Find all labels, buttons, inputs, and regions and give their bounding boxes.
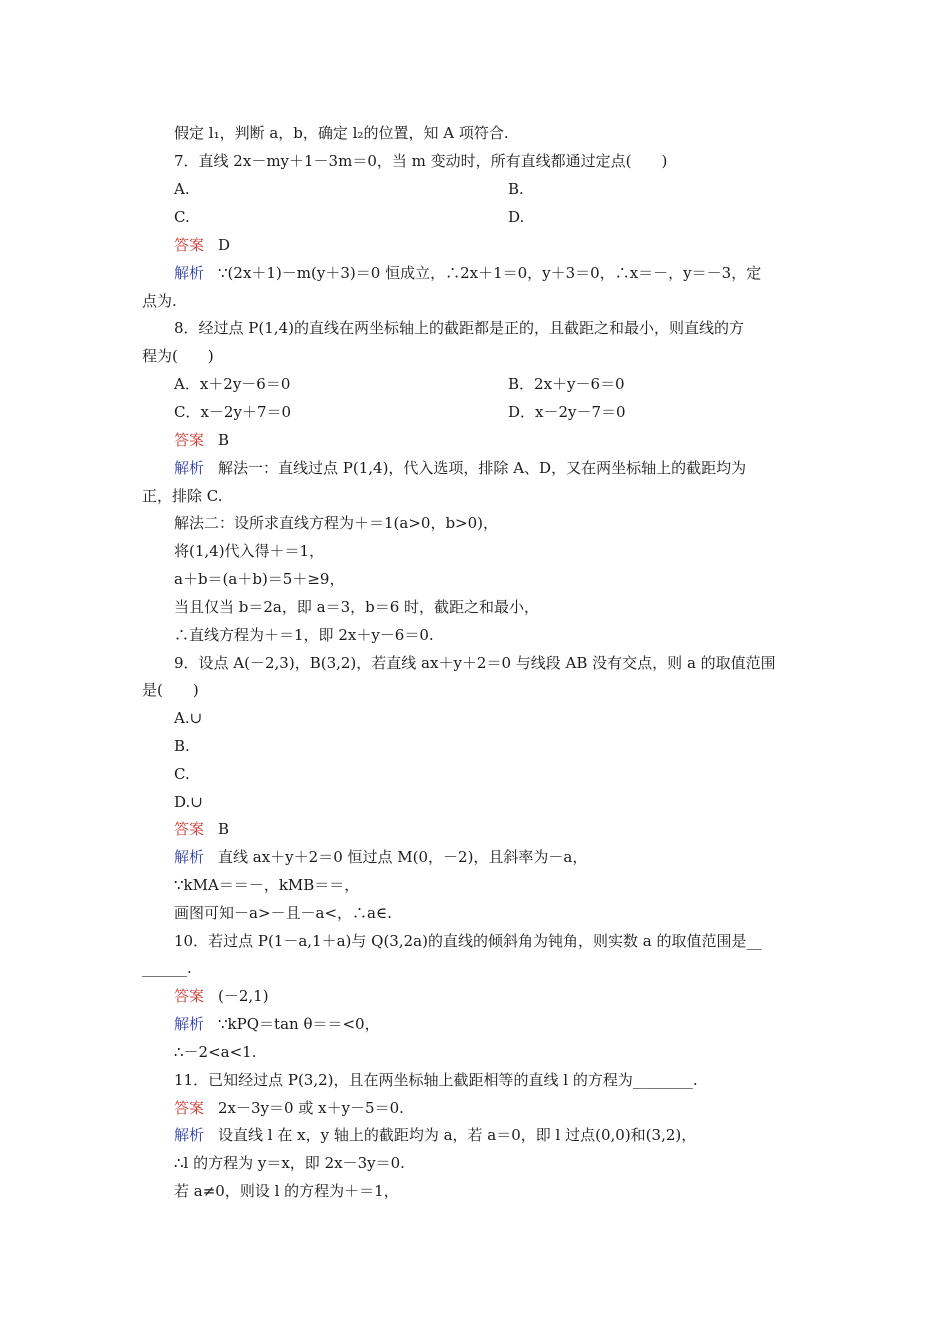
answer-line: 答案 (－2,1): [174, 987, 269, 1005]
option-b: B．2x＋y－6＝0: [508, 375, 625, 393]
question-10: 10．若过点 P(1－a,1＋a)与 Q(3,2a)的直线的倾斜角为钝角，则实数 a 的取值范围是__: [174, 932, 762, 950]
answer-line: 答案 B: [174, 431, 230, 449]
analysis-label: 解析: [174, 1126, 205, 1144]
text-line: ∴直线方程为＋＝1，即 2x＋y－6＝0.: [174, 626, 434, 644]
option-b: B.: [174, 737, 190, 755]
analysis-label: 解析: [174, 1015, 205, 1033]
analysis-line: 解析 ∵kPQ＝tan θ＝＝<0，: [174, 1015, 380, 1033]
analysis-line: 解析 ∵(2x＋1)－m(y＋3)＝0 恒成立，∴2x＋1＝0，y＋3＝0，∴x＝－，y＝－3，定: [174, 264, 762, 282]
text-line: ∵kMA＝＝－，kMB＝＝，: [174, 876, 360, 894]
question-11: 11．已知经过点 P(3,2)，且在两坐标轴上截距相等的直线 l 的方程为________.: [174, 1071, 698, 1089]
analysis-line: 解析 设直线 l 在 x，y 轴上的截距均为 a，若 a＝0，即 l 过点(0,0)和(3,2)，: [174, 1126, 697, 1144]
answer-label: 答案: [174, 987, 205, 1005]
question-7: 7．直线 2x－my＋1－3m＝0，当 m 变动时，所有直线都通过定点( ): [174, 152, 668, 170]
analysis-label: 解析: [174, 848, 205, 866]
answer-line: 答案 2x－3y＝0 或 x＋y－5＝0.: [174, 1099, 404, 1117]
question-9: 9．设点 A(－2,3)，B(3,2)，若直线 ax＋y＋2＝0 与线段 AB 没有交点，则 a 的取值范围: [174, 654, 776, 672]
analysis-label: 解析: [174, 459, 205, 477]
option-b: B.: [508, 180, 524, 198]
text-line: 画图可知－a>－且－a<，∴a∈.: [174, 904, 392, 922]
answer-label: 答案: [174, 431, 205, 449]
option-c: C．x－2y＋7＝0: [174, 403, 292, 421]
text-line: ∴l 的方程为 y＝x，即 2x－3y＝0.: [174, 1154, 405, 1172]
text-line: 若 a≠0，则设 l 的方程为＋＝1，: [174, 1182, 399, 1200]
text-line: a＋b＝(a＋b)＝5＋≥9，: [174, 570, 345, 588]
text-line: 当且仅当 b＝2a，即 a＝3，b＝6 时，截距之和最小，: [174, 598, 540, 616]
option-a: A.: [174, 180, 190, 198]
option-d: D.: [508, 208, 525, 226]
option-c: C.: [174, 765, 190, 783]
option-d: D．x－2y－7＝0: [508, 403, 626, 421]
answer-label: 答案: [174, 236, 205, 254]
answer-line: 答案 D: [174, 236, 231, 254]
text-line: 假定 l₁，判断 a，b，确定 l₂的位置，知 A 项符合.: [174, 124, 509, 142]
text-line: 点为.: [142, 292, 177, 310]
text-line: 是( ): [142, 681, 199, 699]
option-d: D.∪: [174, 793, 203, 811]
answer-label: 答案: [174, 820, 205, 838]
option-a: A．x＋2y－6＝0: [174, 375, 291, 393]
text-line: 将(1,4)代入得＋＝1，: [174, 542, 325, 560]
text-line: 正，排除 C.: [142, 487, 223, 505]
question-8: 8．经过点 P(1,4)的直线在两坐标轴上的截距都是正的，且截距之和最小，则直线的方: [174, 319, 744, 337]
blank-line: ______.: [142, 959, 192, 977]
option-c: C.: [174, 208, 190, 226]
analysis-line: 解析 解法一：直线过点 P(1,4)，代入选项，排除 A、D，又在两坐标轴上的截距均为: [174, 459, 747, 477]
answer-line: 答案 B: [174, 820, 230, 838]
answer-label: 答案: [174, 1099, 205, 1117]
option-a: A.∪: [174, 709, 203, 727]
analysis-label: 解析: [174, 264, 205, 282]
text-line: ∴－2<a<1.: [174, 1043, 257, 1061]
analysis-line: 解析 直线 ax＋y＋2＝0 恒过点 M(0，－2)，且斜率为－a，: [174, 848, 588, 866]
text-line: 解法二：设所求直线方程为＋＝1(a>0，b>0)，: [174, 514, 499, 532]
text-line: 程为( ): [142, 347, 214, 365]
